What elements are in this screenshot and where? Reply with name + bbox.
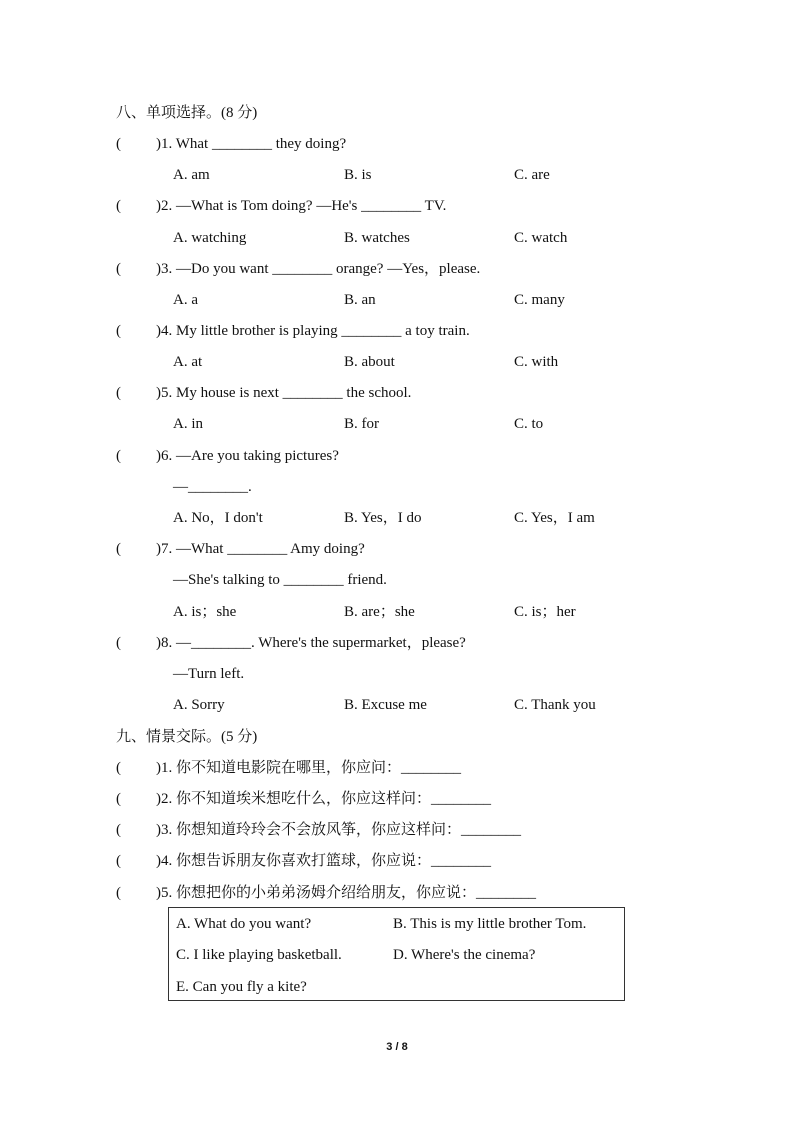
option-b: B. is xyxy=(344,167,372,183)
situation-text: )1. 你不知道电影院在哪里，你应问：________ xyxy=(156,760,461,776)
option-b: B. for xyxy=(344,416,379,432)
answer-paren[interactable]: ( xyxy=(116,323,121,339)
section-8-heading: 八、单项选择。(8 分) xyxy=(116,105,258,121)
option-a: A. watching xyxy=(173,230,247,246)
option-c: C. Yes，I am xyxy=(514,510,595,526)
question-continuation: —Turn left. xyxy=(173,666,245,682)
page-number: 3 / 8 xyxy=(386,1041,408,1053)
option-b: B. an xyxy=(344,292,376,308)
answer-paren[interactable]: ( xyxy=(116,261,121,277)
question-text: )5. My house is next ________ the school. xyxy=(156,385,412,401)
answer-paren[interactable]: ( xyxy=(116,760,121,776)
section-9-heading: 九、情景交际。(5 分) xyxy=(116,729,258,745)
option-a: A. No，I don't xyxy=(173,510,263,526)
answer-paren[interactable]: ( xyxy=(116,136,121,152)
question-text: )2. —What is Tom doing? —He's ________ TV. xyxy=(156,198,447,214)
option-a: A. am xyxy=(173,167,210,183)
question-continuation: —She's talking to ________ friend. xyxy=(173,572,387,588)
option-c: C. to xyxy=(514,416,544,432)
option-b: B. watches xyxy=(344,230,410,246)
question-text: )1. What ________ they doing? xyxy=(156,136,347,152)
answer-paren[interactable]: ( xyxy=(116,853,121,869)
answer-paren[interactable]: ( xyxy=(116,822,121,838)
answer-paren[interactable]: ( xyxy=(116,385,121,401)
option-b: B. Yes，I do xyxy=(344,510,422,526)
option-a: A. Sorry xyxy=(173,697,225,713)
option-a: A. is；she xyxy=(173,604,237,620)
option-c: C. are xyxy=(514,167,550,183)
option-b: B. about xyxy=(344,354,395,370)
answer-paren[interactable]: ( xyxy=(116,541,121,557)
question-text: )4. My little brother is playing ________ a toy train. xyxy=(156,323,470,339)
option-c: C. many xyxy=(514,292,565,308)
answer-paren[interactable]: ( xyxy=(116,791,121,807)
option-c: C. with xyxy=(514,354,559,370)
answer-choice-d: D. Where's the cinema? xyxy=(393,947,536,963)
answer-paren[interactable]: ( xyxy=(116,885,121,901)
option-a: A. at xyxy=(173,354,203,370)
question-text: )6. —Are you taking pictures? xyxy=(156,448,339,464)
question-text: )8. —________. Where's the supermarket，please? xyxy=(156,635,466,651)
answer-paren[interactable]: ( xyxy=(116,635,121,651)
option-c: C. Thank you xyxy=(514,697,596,713)
option-c: C. watch xyxy=(514,230,568,246)
answer-paren[interactable]: ( xyxy=(116,198,121,214)
situation-text: )5. 你想把你的小弟弟汤姆介绍给朋友，你应说：________ xyxy=(156,885,536,901)
answer-choice-b: B. This is my little brother Tom. xyxy=(393,916,587,932)
option-c: C. is；her xyxy=(514,604,576,620)
answer-paren[interactable]: ( xyxy=(116,448,121,464)
question-text: )7. —What ________ Amy doing? xyxy=(156,541,365,557)
situation-text: )2. 你不知道埃米想吃什么，你应这样问：________ xyxy=(156,791,491,807)
answer-choice-c: C. I like playing basketball. xyxy=(176,947,342,963)
question-continuation: —________. xyxy=(173,479,252,495)
option-b: B. are；she xyxy=(344,604,415,620)
answer-choice-e: E. Can you fly a kite? xyxy=(176,979,307,995)
answer-choice-a: A. What do you want? xyxy=(176,916,312,932)
option-a: A. in xyxy=(173,416,203,432)
option-a: A. a xyxy=(173,292,198,308)
question-text: )3. —Do you want ________ orange? —Yes，please. xyxy=(156,261,481,277)
option-b: B. Excuse me xyxy=(344,697,427,713)
situation-text: )4. 你想告诉朋友你喜欢打篮球，你应说：________ xyxy=(156,853,491,869)
situation-text: )3. 你想知道玲玲会不会放风筝，你应这样问：________ xyxy=(156,822,521,838)
